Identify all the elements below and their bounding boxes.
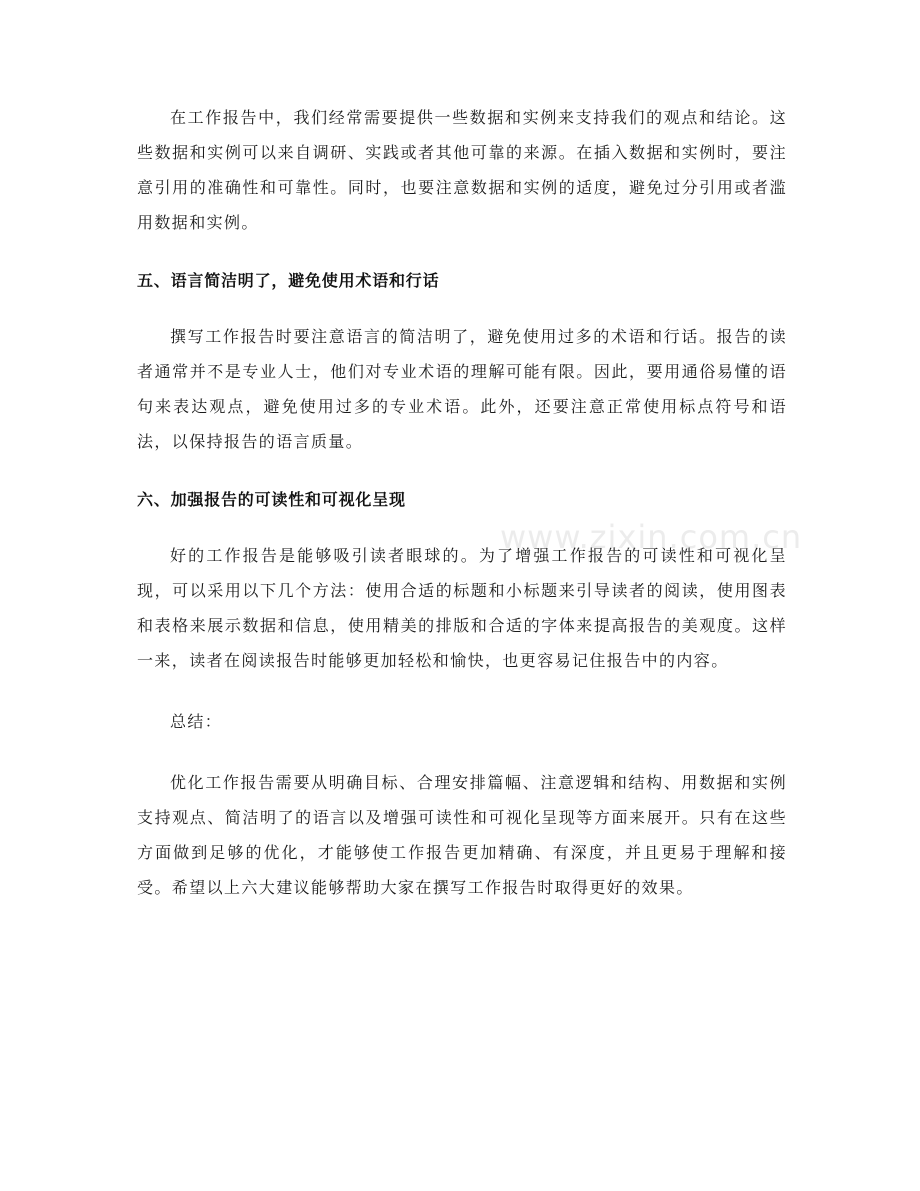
section-heading-5: 五、语言简洁明了，避免使用术语和行话 [137, 271, 440, 290]
paragraph-readability: 好的工作报告是能够吸引读者眼球的。为了增强工作报告的可读性和可视化呈现，可以采用以下几个方法：使用合适的标题和小标题来引导读者的阅读，使用图表和表格来展示数据和信息，使用精美的排版和合适的字体来提高报告的美观度。这样一来，读者在阅读报告时能够更加轻松和愉快，也更容易记住报告中的内容。 [137, 546, 787, 670]
summary-label: 总结： [170, 712, 223, 731]
watermark: www.zixin.com.cn [500, 518, 803, 556]
paragraph-concise-language: 撰写工作报告时要注意语言的简洁明了，避免使用过多的术语和行话。报告的读者通常并不是专业人士，他们对专业术语的理解可能有限。因此，要用通俗易懂的语句来表达观点，避免使用过多的专业术语。此外，还要注意正常使用标点符号和语法，以保持报告的语言质量。 [137, 327, 787, 451]
summary-paragraph: 优化工作报告需要从明确目标、合理安排篇幅、注意逻辑和结构、用数据和实例支持观点、简洁明了的语言以及增强可读性和可视化呈现等方面来展开。只有在这些方面做到足够的优化，才能够使工作报告更加精确、有深度，并且更易于理解和接受。希望以上六大建议能够帮助大家在撰写工作报告时取得更好的效果。 [137, 773, 787, 897]
section-heading-6: 六、加强报告的可读性和可视化呈现 [137, 490, 406, 509]
paragraph-data-examples: 在工作报告中，我们经常需要提供一些数据和实例来支持我们的观点和结论。这些数据和实例可以来自调研、实践或者其他可靠的来源。在插入数据和实例时，要注意引用的准确性和可靠性。同时，也要注意数据和实例的适度，避免过分引用或者滥用数据和实例。 [137, 108, 787, 232]
document-body [137, 100, 787, 931]
